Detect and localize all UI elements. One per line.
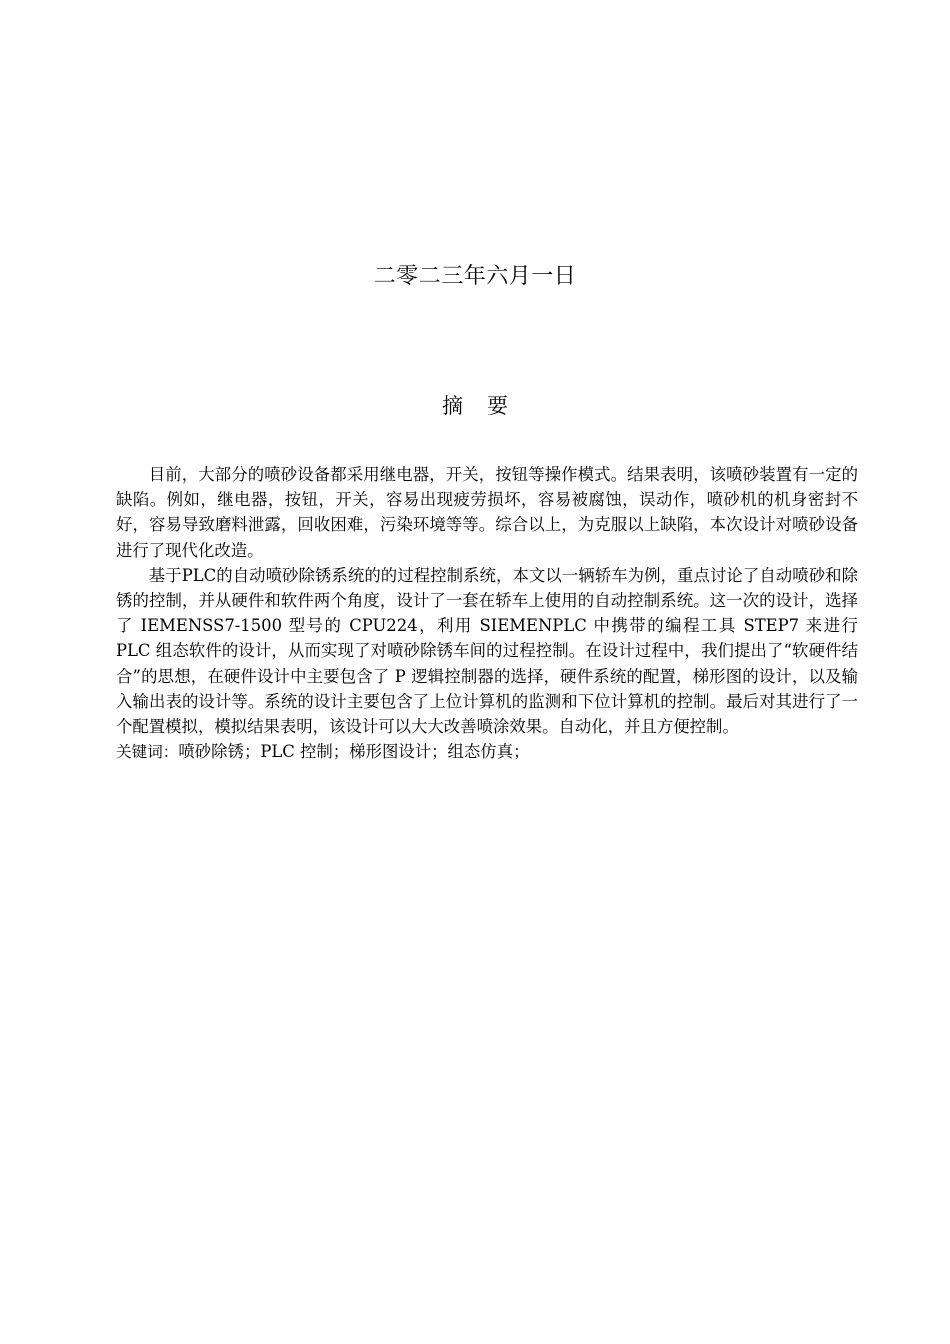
abstract-heading-char-1: 摘 (442, 394, 463, 418)
abstract-paragraph: 基于PLC的自动喷砂除锈系统的的过程控制系统，本文以一辆轿车为例，重点讨论了自动喷砂和除锈的控制，并从硬件和软件两个角度，设计了一套在轿车上使用的自动控制系统。这一次的设计，选择了 IEMENSS7-1500 型号的 CPU224，利用 SIEMENPLC 中携带的编程工具 STEP7 来进行 PLC 组态软件的设计，从而实现了对喷砂除锈车间的过程控制。在设计过程中，我们提出了“软硬件结合”的思想，在硬件设计中主要包含了 P 逻辑控制器的选择，硬件系统的配置，梯形图的设计，以及输入输出表的设计等。系统的设计主要包含了上位计算机的监测和下位计算机的控制。最后对其进行了一个配置模拟，模拟结果表明，该设计可以大大改善喷涂效果。自动化，并且方便控制。 (116, 565, 858, 737)
keywords-label: 关键词： (116, 743, 179, 762)
abstract-heading (0, 392, 950, 420)
abstract-body (116, 462, 858, 765)
keywords-text: 喷砂除锈；PLC 控制；梯形图设计；组态仿真； (178, 742, 530, 762)
document-date: 二零二三年六月一日 (373, 264, 577, 289)
keywords-line (116, 739, 858, 765)
abstract-paragraph: 目前，大部分的喷砂设备都采用继电器，开关，按钮等操作模式。结果表明，该喷砂装置有一定的缺陷。例如，继电器，按钮，开关，容易出现疲劳损坏，容易被腐蚀，误动作，喷砂机的机身密封不好，容易导致磨料泄露，回收困难，污染环境等等。综合以上，为克服以上缺陷，本次设计对喷砂设备进行了现代化改造。 (116, 465, 858, 560)
abstract-heading-char-2: 要 (487, 394, 508, 418)
